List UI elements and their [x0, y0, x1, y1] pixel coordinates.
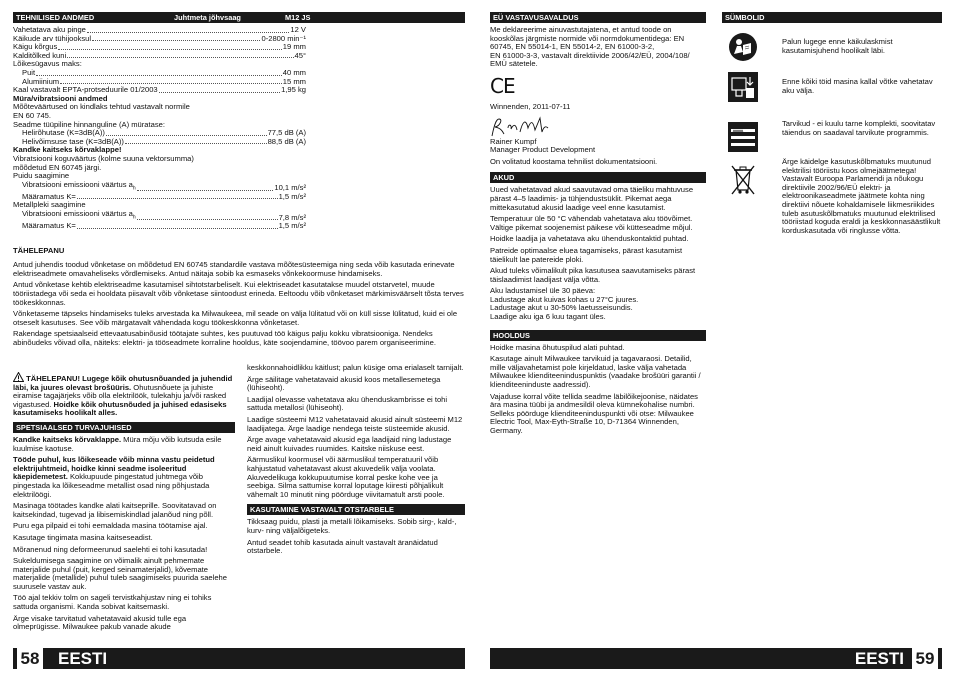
spec-value: 1,95 kg	[281, 85, 306, 95]
warning-paragraph: Rakendage spetsiaalseid ettevaatusabinõusid töötajate suhtes, kes puutuvad töö käigus palju kokku vibratsiooniga. Nendeks abinõudeks võivad olla, näiteks: elektri- ja tööseadmete korraline hooldus, käte soojendamine, töövoo parem organiseerimine.	[13, 329, 436, 348]
safety-paragraph: Puru ega pilpaid ei tohi eemaldada masina töötamise ajal.	[13, 521, 208, 531]
battery-paragraph: Hoidke laadija ja vahetatava aku ühenduskontaktid puhtad.	[490, 234, 689, 244]
spec-row	[13, 181, 306, 193]
signature-icon	[490, 116, 550, 138]
battery-safety-paragraph: keskkonnahoidlikku käitlust; palun küsige oma erialaselt tarnijalt.	[247, 363, 464, 372]
spec-value: 45°	[294, 50, 306, 60]
spec-label: Määramatus K=	[22, 221, 76, 231]
column-declaration	[490, 12, 706, 436]
safety-text: Müra mõju võib kutsuda esile kuulmise kaotuse.	[13, 434, 222, 453]
eu-text	[490, 26, 706, 69]
spec-value: 1,5 m/s²	[278, 221, 306, 231]
cut-depth-title: Lõikesügavus maks:	[13, 59, 82, 69]
wood-title: Puidu saagimine	[13, 171, 70, 181]
spec-value: 40 mm	[282, 67, 306, 77]
page-number-right: 59	[912, 648, 938, 669]
vibration-text: Vibratsiooni koguväärtus (kolme suuna vektorsumma)	[13, 153, 194, 163]
warning-paragraph: Antud juhendis toodud võnketase on mõõdetud EN 60745 standardile vastava mõõtesüsteemiga ning seda võib kasutada erinevate elektriseadmete omavaheliseks võrdlemiseks. Antud näitaja sobib ka esmaseks võnkekoormuse hindamiseks.	[13, 260, 455, 278]
warning-text: Ohutusnõuete ja juhiste eiramise tagajärjeks võib olla elektrilöök, tulekahju ja/või rasked vigastused.	[13, 382, 227, 409]
spec-value: 1,5 m/s²	[278, 191, 306, 201]
spec-label: Kalditõlked kuni	[13, 50, 67, 60]
symbol-read-manual-text: Palun lugege enne käikulaskmist kasutamisjuhend hoolikalt läbi.	[782, 37, 893, 55]
warning-paragraph: Antud võnketase kehtib elektriseadme kasutamisel sihtotstarbeliselt. Kui elektriseadet kasutatakse muudel otstarvetel, muude tööriistadega või seda ei hooldata piisavalt võib võnketase siintoodust erineda. Eeltoodu võib võnketaset märkimisväärselt tõsta terves töökeskkonnas.	[13, 280, 464, 307]
vibration-text: mõõdetud EN 60745 järgi.	[13, 162, 102, 172]
spec-value: 19 mm	[282, 42, 306, 52]
authorized-text: On volitatud koostama tehnilist dokumentatsiooni.	[490, 156, 658, 166]
signer-name: Rainer Kumpf	[490, 136, 537, 146]
maintenance-paragraph: Hoidke masina õhutuspilud alati puhtad.	[490, 342, 625, 352]
crossed-bin-icon	[728, 162, 758, 198]
warning-bold: TÄHELEPANU! Lugege kõik ohutusnõuanded ja juhendid läbi, ka juures olevast brošüüris.	[13, 374, 233, 392]
accessories-icon	[728, 122, 758, 152]
battery-paragraph: Uued vahetatavad akud saavutavad oma täieliku mahtuvuse pärast 4–5 laadimis- ja tühjendustsüklit. Pikemat aega mittekasutatud akusid laadige veel enne kasutamist.	[490, 185, 694, 212]
use-paragraph: Tikksaag puidu, plasti ja metalli lõikamiseks. Sobib sirg-, kald-, kurv- ning väljalõigeteks.	[247, 517, 457, 535]
warning-keep: Hoidke kõik ohutusnõuded ja juhised edasiseks kasutamiseks hoolikalt alles.	[13, 399, 227, 418]
symbol-accessories-text: Tarvikud - ei kuulu tarne komplekti, soovitatav täiendus on saadaval tarvikute programmis.	[782, 119, 936, 137]
maintenance-paragraph: Vajaduse korral võite tellida seadme läbilõikejoonise, näidates ära masina tüübi ja andmesildil oleva kümnekohalise numbri. Selleks pöörduge klienditeeninduspunkti või otse: Milwaukee Electric Tool, Max-Eyth-Straße 10, D-71364 Winnenden, Germany.	[490, 391, 698, 435]
use-paragraph: Antud seadet tohib kasutada ainult vastavalt äranäidatud otstarbele.	[247, 537, 438, 556]
battery-paragraph: Aku ladustamisel üle 30 päeva: Ladustage akut kuivas kohas u 27°C juures. Ladustage akut u 30-50% laetusseisundis. Laadige aku iga 6 kuu tagant üles.	[490, 286, 639, 322]
spec-label: Helivõimsuse tase (K=3dB(A))	[22, 136, 124, 146]
ear-protection-note: Kandke kaitseks kõrvaklappe!	[13, 145, 122, 155]
spec-label: Kaal vastavalt EPTA-protseduurile 01/2003	[13, 85, 158, 95]
footer-left	[13, 648, 465, 669]
section-header-technical-data	[13, 12, 465, 23]
header-title: TEHNILISED ANDMED	[16, 13, 95, 22]
column-safety	[13, 372, 235, 632]
battery-paragraph: Temperatuur üle 50 °C vähendab vahetatava aku töövõimet. Vältige pikemat soojenemist päikese või kütteseadme mõjul.	[490, 214, 693, 232]
safety-paragraph: Ärge visake tarvitatud vahetatavaid akusid tulle ega olmeprügisse. Milwaukee pakub vanade akude	[13, 613, 187, 632]
spec-label: Puit	[22, 67, 36, 77]
column-batteries-use	[247, 364, 465, 556]
spec-value: 7,8 m/s²	[278, 212, 306, 222]
safety-bold: Kandke kaitseks kõrvaklappe.	[13, 434, 122, 444]
section-header-symbols: SÜMBOLID	[722, 12, 942, 23]
spec-value: 0-2800 min⁻¹	[261, 33, 306, 43]
safety-paragraph: Masinaga töötades kandke alati kaitseprille. Soovitatavad on kaitsekindad, tugevad ja libisemiskindlad jalanõud ning põll.	[13, 501, 217, 519]
spec-subscript: h	[132, 185, 136, 192]
general-warning	[13, 372, 235, 418]
spec-label: Alumiinium	[22, 76, 60, 86]
battery-safety-paragraph: Laadige süsteemi M12 vahetatavaid akusid ainult süsteemi M12 laadijatega. Ärge laadige nendega teiste süsteemide akusid.	[247, 414, 463, 433]
section-header-special-safety: SPETSIAALSED TURVAJUHISED	[13, 422, 235, 433]
safety-paragraph: Kasutage tingimata masina kaitseseadist.	[13, 532, 153, 542]
eu-text-line: EN 61000-3-3, vastavalt direktiivide 2006/42/EÜ, 2004/108/	[490, 50, 690, 60]
spec-row	[13, 222, 306, 231]
place-date: Winnenden, 2011-07-11	[490, 101, 571, 111]
battery-safety-paragraph: Äärmuslikul koormusel või äärmuslikul temperatuuril võib kahjustatud vahetatavast akust akuvedelik välja voolata. Akuvedelikuga kokkupuutumise korral peske kohe vee ja seebiga. Silma sattumise korral loputage kiiresti põhjalikult vähemalt 10 minutit ning pöörduge viivitamatult arsti poole.	[247, 455, 445, 499]
section-header-maintenance: HOOLDUS	[490, 330, 706, 341]
spec-label: Vahetatava aku pinge	[13, 25, 86, 34]
spec-label: Käigu kõrgus	[13, 42, 58, 52]
warning-paragraph: Võnketaseme täpseks hindamiseks tuleks arvestada ka Milwaukeea, mil seade on välja lülitatud või on küll sisse lülitatud, kuid ei ole otseselt kasutuses. See võib märgatavalt vähendada kogu töökeskkonna võnketaset.	[13, 309, 458, 327]
battery-safety-paragraph: Ärge avage vahetatavaid akusid ega laadijaid ning ladustage neid ainult kuivades ruumides. Kaitske niiskuse eest.	[247, 435, 452, 453]
spec-label: Vibratsiooni emissiooni väärtus a	[22, 179, 133, 189]
spec-value: 10,1 m/s²	[274, 183, 306, 193]
page-number-left: 58	[17, 648, 43, 669]
header-product: Juhtmeta jõhvsaag	[174, 13, 241, 22]
section-header-intended-use: KASUTAMINE VASTAVALT OTSTARBELE	[247, 504, 465, 515]
safety-text: Kokkupuude pingestatud juhtmega võib pingestada ka lõikeseadme metallist osad ning põhjustada elektrilöögi.	[13, 472, 210, 499]
safety-paragraph: Sukeldumisega saagimine on võimalik ainult pehmemate materjalide puhul (puit, kerged seinamaterjalid), kõvemate materjalide (metallide) puhul tuleb saagimiseks puurida saelehe suurusele vastav auk.	[13, 556, 228, 591]
header-model: M12 JS	[285, 13, 311, 22]
noise-title: Müra/vibratsiooni andmed	[13, 93, 108, 103]
warning-triangle-icon	[13, 372, 24, 382]
eu-text-line: 60745, EN 55014-1, EN 55014-2, EN 61000-3-2,	[490, 42, 655, 52]
safety-paragraph	[13, 456, 235, 499]
spec-label: Vibratsiooni emissiooni väärtus a	[22, 208, 133, 218]
footer-right	[490, 648, 942, 669]
read-manual-icon	[728, 32, 758, 62]
noise-text: EN 60 745.	[13, 110, 51, 120]
language-label-right: EESTI	[854, 649, 904, 668]
safety-bold: Tööde puhul, kus lõikeseade võib minna vastu peidetud elektrijuhtmeid, hoidke kinni seadme isoleeritud käepidemetest.	[13, 455, 215, 482]
spec-value: 15 mm	[282, 76, 306, 86]
metal-title: Metallpleki saagimine	[13, 200, 86, 210]
section-header-batteries: AKUD	[490, 172, 706, 183]
symbol-disposal-text: Ärge käidelge kasutuskõlbmatuks muutunud elektrilisi tööriistu koos olmejäätmetega! Vastavalt Euroopa Parlamendi ja nõukogu direktiivile 2002/96/EÜ elektri- ja elektroonikaseadmete jäätmete kohta ning direktiivi nõuete kohaldamisele liikmesriikides tuleb asutuskõlbmatuks muutunud elektrilised tööriistad koguda eraldi ja keskkonnasäästlikult korduskasutada või ringlusse võtta.	[782, 157, 941, 235]
noise-text: Seadme tüüpiline hinnanguline (A) müratase:	[13, 119, 165, 129]
spec-label: Käikude arv tühijooksul	[13, 33, 92, 43]
spec-value: 77,5 dB (A)	[267, 128, 306, 138]
battery-safety-paragraph: Laadijal olevasse vahetatava aku ühenduskambrisse ei tohi sattuda metallosi (lühiseoht).	[247, 394, 448, 413]
battery-paragraph: Akud tuleks võimalikult pika kasutusea saavutamiseks pärast täislaadimist laadijast välja võtta.	[490, 266, 696, 284]
spec-value: 12 V	[290, 25, 306, 34]
spec-value: 88,5 dB (A)	[267, 136, 306, 146]
eu-text-line: EMÜ sätetele.	[490, 59, 538, 69]
signer-role: Manager Product Development	[490, 145, 596, 155]
section-header-eu-declaration: EÜ VASTAVUSAVALDUS	[490, 12, 706, 23]
column-symbols	[722, 12, 942, 23]
symbol-remove-battery-text: Enne kõiki töid masina kallal võtke vahetatav aku välja.	[782, 77, 933, 95]
column-technical-data	[13, 12, 465, 348]
language-label-left: EESTI	[58, 649, 108, 668]
noise-text: Mõõteväärtused on kindlaks tehtud vastavalt normile	[13, 102, 190, 112]
eu-text-line: Me deklareerime ainuvastutajatena, et antud toode on kooskõlas järgmiste normide või normdokumentidega: EN	[490, 25, 685, 43]
safety-paragraph: Mõranenud ning deformeerunud saelehti ei tohi kasutada!	[13, 544, 208, 554]
battery-safety-paragraph: Ärge säilitage vahetatavaid akusid koos metallesemetega (lühiseoht).	[247, 374, 441, 393]
battery-paragraph: Patreide optimaalse eluea tagamiseks, pärast kasutamist täielikult lae patereide ploki.	[490, 245, 683, 264]
spec-subscript: h	[132, 214, 136, 221]
spec-table	[13, 26, 306, 231]
remove-battery-icon	[728, 72, 758, 102]
spec-label: Helirõhutase (K=3dB(A))	[22, 128, 105, 138]
safety-paragraph: Töö ajal tekkiv tolm on sageli tervistkahjustav ning ei tohiks sattuda organismi. Kanda sobivat kaitsemaski.	[13, 593, 212, 612]
warning-title: TÄHELEPANU	[13, 245, 65, 255]
safety-paragraph	[13, 436, 235, 453]
ce-mark-logo: CE	[490, 73, 515, 98]
spec-label: Määramatus K=	[22, 191, 76, 201]
maintenance-paragraph: Kasutage ainult Milwaukee tarvikuid ja tagavaraosi. Detailid, mille väljavahetamist pole kirjeldatud, laske välja vahetada Milwaukee klienditeeninduspunktis (vaadake brošüüri garantii / klienditeeninduste aadressid).	[490, 354, 701, 390]
